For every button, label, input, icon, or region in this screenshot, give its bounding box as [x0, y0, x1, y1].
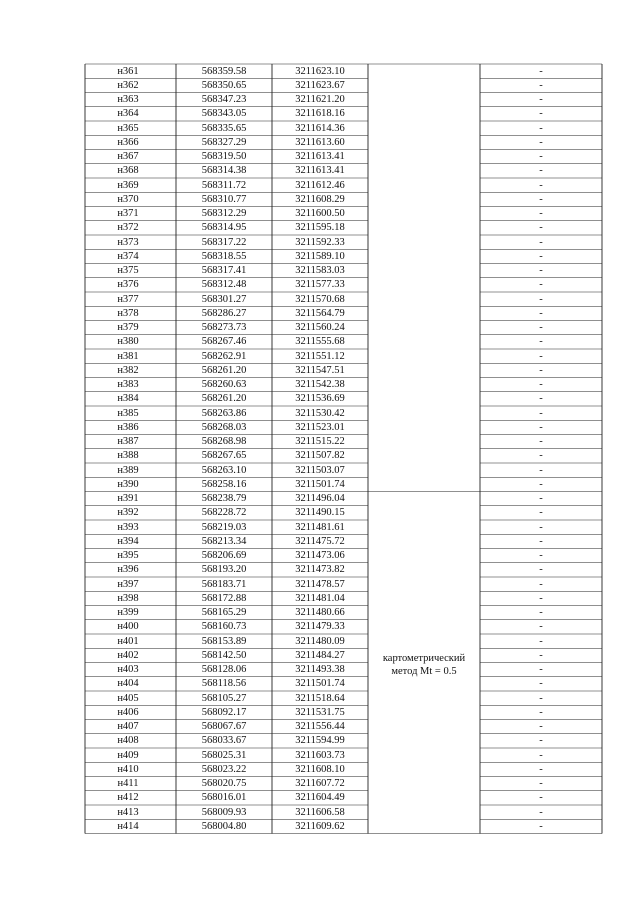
- precision-cell: -: [539, 350, 543, 362]
- point-name-cell: н376: [117, 279, 139, 291]
- y-coordinate-cell: 3211604.49: [295, 792, 345, 804]
- point-name-cell: н400: [117, 621, 139, 633]
- precision-cell: -: [539, 250, 543, 262]
- x-coordinate-cell: 568267.65: [201, 450, 247, 462]
- y-coordinate-cell: 3211542.38: [295, 379, 345, 390]
- precision-cell: -: [539, 664, 543, 675]
- precision-cell: -: [539, 592, 543, 604]
- point-name-cell: н371: [117, 208, 139, 219]
- y-coordinate-cell: 3211473.06: [295, 550, 345, 561]
- y-coordinate-cell: 3211556.44: [295, 721, 345, 732]
- point-name-cell: н403: [117, 664, 139, 675]
- x-coordinate-cell: 568033.67: [201, 735, 247, 747]
- precision-cell: -: [539, 692, 543, 704]
- point-name-cell: н366: [117, 136, 139, 148]
- y-coordinate-cell: 3211481.04: [295, 592, 345, 604]
- precision-cell: -: [539, 165, 543, 177]
- point-name-cell: н362: [117, 79, 139, 91]
- point-name-cell: н391: [117, 493, 139, 504]
- y-coordinate-cell: 3211594.99: [295, 735, 345, 747]
- y-coordinate-cell: 3211551.12: [295, 350, 345, 362]
- x-coordinate-cell: 568105.27: [201, 692, 247, 704]
- x-coordinate-cell: 568016.01: [201, 792, 247, 804]
- x-coordinate-cell: 568261.20: [201, 393, 247, 405]
- point-name-cell: н396: [117, 564, 139, 576]
- x-coordinate-cell: 568092.17: [201, 706, 247, 718]
- precision-cell: -: [539, 393, 543, 405]
- point-name-cell: н381: [117, 350, 139, 362]
- point-name-cell: н411: [117, 778, 139, 789]
- point-name-cell: н363: [117, 94, 139, 105]
- y-coordinate-cell: 3211518.64: [295, 692, 345, 704]
- precision-cell: -: [539, 607, 543, 618]
- x-coordinate-cell: 568268.03: [201, 421, 247, 433]
- y-coordinate-cell: 3211555.68: [295, 336, 345, 348]
- point-name-cell: н384: [117, 393, 139, 405]
- y-coordinate-cell: 3211493.38: [295, 664, 345, 675]
- precision-cell: -: [539, 122, 543, 134]
- precision-cell: -: [539, 136, 543, 148]
- point-name-cell: н383: [117, 379, 139, 390]
- point-name-cell: н375: [117, 265, 139, 276]
- x-coordinate-cell: 568317.41: [201, 265, 247, 276]
- x-coordinate-cell: 568009.93: [201, 806, 247, 818]
- point-name-cell: н402: [117, 649, 139, 661]
- x-coordinate-cell: 568301.27: [201, 293, 247, 305]
- point-name-cell: н369: [117, 179, 139, 191]
- x-coordinate-cell: 568025.31: [201, 749, 247, 761]
- y-coordinate-cell: 3211547.51: [295, 364, 345, 376]
- precision-cell: -: [539, 621, 543, 633]
- x-coordinate-cell: 568312.48: [201, 279, 247, 291]
- x-coordinate-cell: 568273.73: [201, 322, 247, 333]
- x-coordinate-cell: 568359.58: [201, 65, 247, 77]
- y-coordinate-cell: 3211612.46: [295, 179, 345, 191]
- point-name-cell: н380: [117, 336, 139, 348]
- point-name-cell: н382: [117, 364, 139, 376]
- point-name-cell: н412: [117, 792, 139, 804]
- precision-cell: -: [539, 364, 543, 376]
- point-name-cell: н370: [117, 193, 139, 205]
- y-coordinate-cell: 3211507.82: [295, 450, 345, 462]
- point-name-cell: н368: [117, 165, 139, 177]
- x-coordinate-cell: 568267.46: [201, 336, 247, 348]
- y-coordinate-cell: 3211595.18: [295, 222, 345, 234]
- x-coordinate-cell: 568312.29: [201, 208, 247, 219]
- x-coordinate-cell: 568343.05: [201, 108, 247, 120]
- y-coordinate-cell: 3211501.74: [295, 678, 345, 690]
- precision-cell: -: [539, 535, 543, 547]
- precision-cell: -: [539, 550, 543, 561]
- x-coordinate-cell: 568004.80: [201, 820, 247, 832]
- x-coordinate-cell: 568263.10: [201, 464, 247, 476]
- point-name-cell: н405: [117, 692, 139, 704]
- x-coordinate-cell: 568238.79: [201, 493, 247, 504]
- point-name-cell: н394: [117, 535, 139, 547]
- x-coordinate-cell: 568310.77: [201, 193, 247, 205]
- point-name-cell: н392: [117, 507, 139, 519]
- precision-cell: -: [539, 792, 543, 804]
- y-coordinate-cell: 3211609.62: [295, 820, 345, 832]
- precision-cell: -: [539, 222, 543, 234]
- precision-cell: -: [539, 436, 543, 447]
- precision-cell: -: [539, 208, 543, 219]
- point-name-cell: н389: [117, 464, 139, 476]
- y-coordinate-cell: 3211481.61: [295, 521, 345, 533]
- y-coordinate-cell: 3211496.04: [295, 493, 345, 504]
- y-coordinate-cell: 3211621.20: [295, 94, 345, 105]
- precision-cell: -: [539, 464, 543, 476]
- y-coordinate-cell: 3211608.10: [295, 763, 345, 775]
- point-name-cell: н378: [117, 307, 139, 319]
- x-coordinate-cell: 568183.71: [201, 578, 247, 590]
- point-name-cell: н367: [117, 151, 139, 162]
- x-coordinate-cell: 568128.06: [201, 664, 247, 675]
- precision-cell: -: [539, 706, 543, 718]
- y-coordinate-cell: 3211560.24: [295, 322, 345, 333]
- y-coordinate-cell: 3211570.68: [295, 293, 345, 305]
- x-coordinate-cell: 568165.29: [201, 607, 247, 618]
- point-name-cell: н413: [117, 806, 139, 818]
- point-name-cell: н398: [117, 592, 139, 604]
- point-name-cell: н397: [117, 578, 139, 590]
- y-coordinate-cell: 3211608.29: [295, 193, 345, 205]
- y-coordinate-cell: 3211607.72: [295, 778, 345, 789]
- x-coordinate-cell: 568258.16: [201, 478, 247, 490]
- precision-cell: -: [539, 806, 543, 818]
- point-name-cell: н406: [117, 706, 139, 718]
- y-coordinate-cell: 3211484.27: [295, 649, 345, 661]
- precision-cell: -: [539, 735, 543, 747]
- x-coordinate-cell: 568327.29: [201, 136, 247, 148]
- point-name-cell: н395: [117, 550, 139, 561]
- point-name-cell: н387: [117, 436, 139, 447]
- x-coordinate-cell: 568314.38: [201, 165, 247, 177]
- precision-cell: -: [539, 79, 543, 91]
- x-coordinate-cell: 568319.50: [201, 151, 247, 162]
- method-note-line1: картометрический: [382, 653, 466, 664]
- y-coordinate-cell: 3211480.09: [295, 635, 345, 647]
- point-name-cell: н373: [117, 236, 139, 248]
- precision-cell: -: [539, 193, 543, 205]
- x-coordinate-cell: 568193.20: [201, 564, 247, 576]
- precision-cell: -: [539, 421, 543, 433]
- x-coordinate-cell: 568142.50: [201, 649, 247, 661]
- x-coordinate-cell: 568153.89: [201, 635, 247, 647]
- x-coordinate-cell: 568314.95: [201, 222, 247, 234]
- y-coordinate-cell: 3211600.50: [295, 208, 345, 219]
- point-name-cell: н414: [117, 820, 139, 832]
- x-coordinate-cell: 568335.65: [201, 122, 247, 134]
- precision-cell: -: [539, 578, 543, 590]
- y-coordinate-cell: 3211564.79: [295, 307, 345, 319]
- precision-cell: -: [539, 179, 543, 191]
- precision-cell: -: [539, 450, 543, 462]
- y-coordinate-cell: 3211479.33: [295, 621, 345, 633]
- x-coordinate-cell: 568261.20: [201, 364, 247, 376]
- point-name-cell: н377: [117, 293, 139, 305]
- precision-cell: -: [539, 635, 543, 647]
- y-coordinate-cell: 3211613.60: [295, 136, 345, 148]
- y-coordinate-cell: 3211536.69: [295, 393, 345, 405]
- y-coordinate-cell: 3211583.03: [295, 265, 345, 276]
- precision-cell: -: [539, 778, 543, 789]
- y-coordinate-cell: 3211577.33: [295, 279, 345, 291]
- precision-cell: -: [539, 108, 543, 120]
- precision-cell: -: [539, 65, 543, 77]
- precision-cell: -: [539, 151, 543, 162]
- x-coordinate-cell: 568213.34: [201, 535, 247, 547]
- precision-cell: -: [539, 236, 543, 248]
- y-coordinate-cell: 3211606.58: [295, 806, 345, 818]
- precision-cell: -: [539, 721, 543, 732]
- y-coordinate-cell: 3211478.57: [295, 578, 345, 590]
- x-coordinate-cell: 568118.56: [201, 678, 247, 690]
- point-name-cell: н386: [117, 421, 139, 433]
- y-coordinate-cell: 3211618.16: [295, 108, 345, 120]
- x-coordinate-cell: 568219.03: [201, 521, 247, 533]
- y-coordinate-cell: 3211523.01: [295, 421, 345, 433]
- y-coordinate-cell: 3211623.10: [295, 65, 345, 77]
- method-note: [368, 652, 480, 678]
- y-coordinate-cell: 3211490.15: [295, 507, 345, 519]
- x-coordinate-cell: 568347.23: [201, 94, 247, 105]
- y-coordinate-cell: 3211603.73: [295, 749, 345, 761]
- precision-cell: -: [539, 307, 543, 319]
- point-name-cell: н379: [117, 322, 139, 333]
- point-name-cell: н361: [117, 65, 139, 77]
- x-coordinate-cell: 568350.65: [201, 79, 247, 91]
- x-coordinate-cell: 568318.55: [201, 250, 247, 262]
- y-coordinate-cell: 3211503.07: [295, 464, 345, 476]
- y-coordinate-cell: 3211475.72: [295, 535, 345, 547]
- point-name-cell: н401: [117, 635, 139, 647]
- precision-cell: -: [539, 407, 543, 419]
- y-coordinate-cell: 3211530.42: [295, 407, 345, 419]
- precision-cell: -: [539, 820, 543, 832]
- precision-cell: -: [539, 521, 543, 533]
- y-coordinate-cell: 3211614.36: [295, 122, 345, 134]
- x-coordinate-cell: 568206.69: [201, 550, 247, 561]
- point-name-cell: н385: [117, 407, 139, 419]
- y-coordinate-cell: 3211501.74: [295, 478, 345, 490]
- point-name-cell: н409: [117, 749, 139, 761]
- x-coordinate-cell: 568263.86: [201, 407, 247, 419]
- y-coordinate-cell: 3211480.66: [295, 607, 345, 618]
- precision-cell: -: [539, 279, 543, 291]
- precision-cell: -: [539, 379, 543, 390]
- x-coordinate-cell: 568023.22: [201, 763, 247, 775]
- precision-cell: -: [539, 763, 543, 775]
- precision-cell: -: [539, 336, 543, 348]
- method-note-line2: метод Mt = 0.5: [391, 666, 457, 677]
- x-coordinate-cell: 568262.91: [201, 350, 247, 362]
- precision-cell: -: [539, 678, 543, 690]
- x-coordinate-cell: 568172.88: [201, 592, 247, 604]
- point-name-cell: н365: [117, 122, 139, 134]
- y-coordinate-cell: 3211473.82: [295, 564, 345, 576]
- x-coordinate-cell: 568286.27: [201, 307, 247, 319]
- y-coordinate-cell: 3211531.75: [295, 706, 345, 718]
- x-coordinate-cell: 568067.67: [201, 721, 247, 732]
- point-name-cell: н393: [117, 521, 139, 533]
- precision-cell: -: [539, 507, 543, 519]
- precision-cell: -: [539, 322, 543, 333]
- precision-cell: -: [539, 564, 543, 576]
- point-name-cell: н364: [117, 108, 139, 120]
- point-name-cell: н372: [117, 222, 139, 234]
- point-name-cell: н390: [117, 478, 139, 490]
- point-name-cell: н407: [117, 721, 139, 732]
- point-name-cell: н404: [117, 678, 139, 690]
- point-name-cell: н388: [117, 450, 139, 462]
- precision-cell: -: [539, 293, 543, 305]
- x-coordinate-cell: 568020.75: [201, 778, 247, 789]
- point-name-cell: н410: [117, 763, 139, 775]
- x-coordinate-cell: 568317.22: [201, 236, 247, 248]
- y-coordinate-cell: 3211613.41: [295, 151, 345, 162]
- x-coordinate-cell: 568311.72: [201, 179, 247, 191]
- x-coordinate-cell: 568160.73: [201, 621, 247, 633]
- x-coordinate-cell: 568268.98: [201, 436, 247, 447]
- x-coordinate-cell: 568228.72: [201, 507, 247, 519]
- precision-cell: -: [539, 749, 543, 761]
- y-coordinate-cell: 3211592.33: [295, 236, 345, 248]
- y-coordinate-cell: 3211589.10: [295, 250, 345, 262]
- point-name-cell: н399: [117, 607, 139, 618]
- precision-cell: -: [539, 493, 543, 504]
- precision-cell: -: [539, 94, 543, 105]
- precision-cell: -: [539, 265, 543, 276]
- x-coordinate-cell: 568260.63: [201, 379, 247, 390]
- y-coordinate-cell: 3211515.22: [295, 436, 345, 447]
- y-coordinate-cell: 3211623.67: [295, 79, 345, 91]
- precision-cell: -: [539, 478, 543, 490]
- y-coordinate-cell: 3211613.41: [295, 165, 345, 177]
- precision-cell: -: [539, 649, 543, 661]
- point-name-cell: н408: [117, 735, 139, 747]
- point-name-cell: н374: [117, 250, 139, 262]
